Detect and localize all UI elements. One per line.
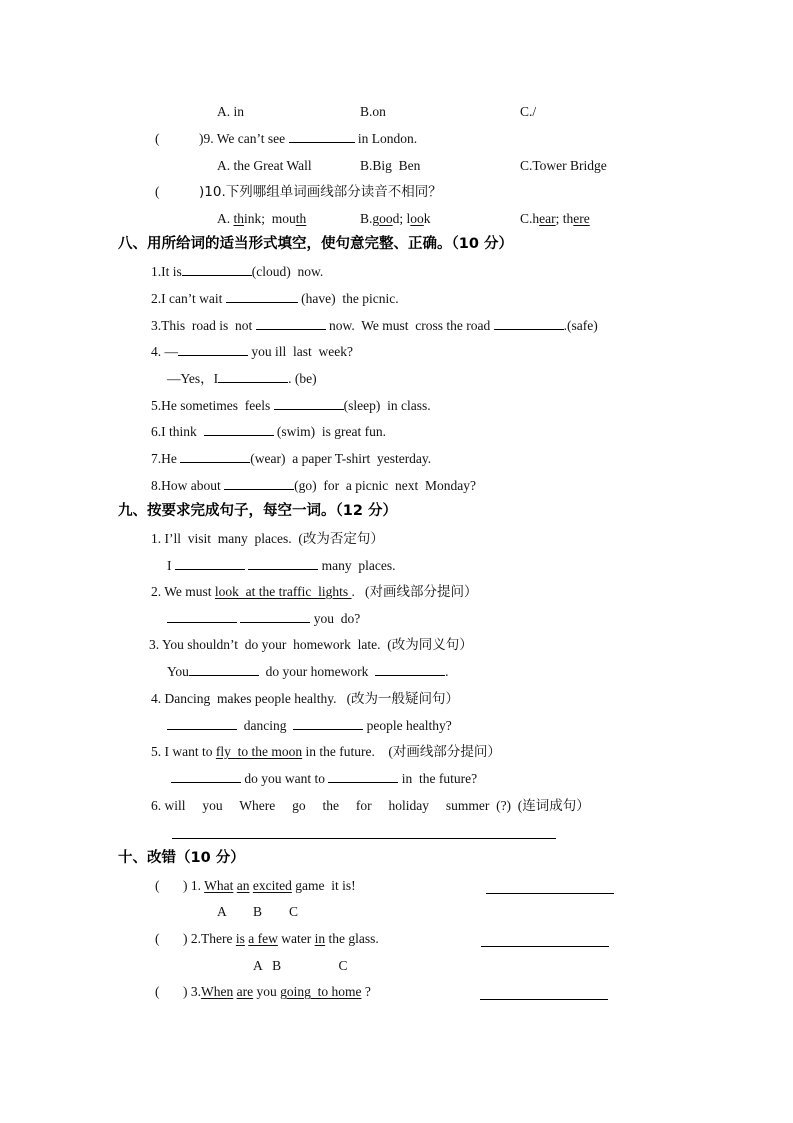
s8-blank-8[interactable] [224,478,294,490]
section8-heading: 八、用所给词的适当形式填空，使句意完整、正确。（10 分） [118,236,513,252]
s10-item-1-labels: A B C [217,904,299,919]
s8-blank-3a[interactable] [256,318,326,330]
s9-blank-1a[interactable] [175,558,245,570]
s8-item-7: 7.He (wear) a paper T-shirt yesterday. [151,451,432,466]
s8-blank-4a[interactable] [178,344,248,356]
q10-option-a: A. think; mouth [217,211,307,226]
s10-paren-3: ( [155,984,160,999]
section9-heading: 九、按要求完成句子，每空一词。（12 分） [118,503,397,519]
q10-stem: )10.下列哪组单词画线部分读音不相同？ [199,184,442,200]
s8-item-2: 2.I can’t wait (have) the picnic. [151,291,399,306]
s8-item-6: 6.I think (swim) is great fun. [151,424,386,439]
s9-answer-line-6[interactable] [172,838,556,839]
s8-item-1: 1.It is (cloud) now. [151,264,324,279]
s9-item-4: 4. Dancing makes people healthy. (改为一般疑问句） [151,691,460,706]
s10-paren-2: ( [155,931,160,946]
s9-blank-2b[interactable] [240,611,310,623]
s9-item-6: 6. will you Where go the for holiday summer (?) (连词成句） [151,798,590,813]
s8-item-4: 4. — you ill last week? [151,344,353,359]
s9-item-2: 2. We must look at the traffic lights . (对画线部分提问） [151,584,478,599]
s10-item-2-labels: A B C [253,958,348,973]
s9-blank-5a[interactable] [171,771,241,783]
s8-item-4-answer: —Yes，I . (be) [167,371,317,386]
s9-blank-1b[interactable] [248,558,318,570]
q10-option-b: B.good; look [360,211,431,226]
s8-blank-7[interactable] [180,451,250,463]
s9-item-1: 1. I’ll visit many places. (改为否定句） [151,531,384,546]
s8-blank-1[interactable] [182,264,252,276]
q8-option-a: A. in [217,104,244,119]
s9-blank-5b[interactable] [328,771,398,783]
s9-item-4-answer: dancing people healthy? [167,718,452,734]
q9-option-a: A. the Great Wall [217,158,312,173]
s9-blank-2a[interactable] [167,611,237,623]
s9-blank-4a[interactable] [167,718,237,730]
s9-item-5: 5. I want to fly to the moon in the future. (对画线部分提问） [151,744,501,759]
s9-item-5-answer: do you want to in the future? [171,771,477,787]
q9-option-c: C.Tower Bridge [520,158,607,173]
s9-blank-4b[interactable] [293,718,363,730]
q9-stem: )9. We can’t see in London. [199,131,418,146]
s8-item-3: 3.This road is not now. We must cross the road .(safe) [151,318,598,333]
s8-blank-3b[interactable] [494,318,564,330]
section10-heading: 十、改错（10 分） [118,850,245,866]
q8-option-c: C./ [520,104,537,119]
s10-item-2: ) 2.There is a few water in the glass. [183,931,379,946]
q9-blank[interactable] [289,131,355,143]
s10-correction-line-2[interactable] [481,946,609,947]
s10-item-3: ) 3.When are you going to home ? [183,984,371,999]
s10-correction-line-1[interactable] [486,893,614,894]
s9-item-3: 3. You shouldn’t do your homework late. (改为同义句） [149,637,473,652]
s10-item-1: ) 1. What an excited game it is! [183,878,356,893]
s10-paren-1: ( [155,878,160,893]
s9-blank-3b[interactable] [375,664,445,676]
s9-blank-3a[interactable] [189,664,259,676]
s9-item-3-answer: You do your homework . [167,664,449,679]
s10-correction-line-3[interactable] [480,999,608,1000]
s8-blank-2[interactable] [226,291,298,303]
s8-item-8: 8.How about (go) for a picnic next Monday? [151,478,476,493]
q8-option-b: B.on [360,104,386,119]
s8-blank-6[interactable] [204,424,274,436]
s8-blank-4b[interactable] [218,371,288,383]
q9-option-b: B.Big Ben [360,158,421,173]
q9-paren: ( [155,131,160,146]
s9-item-1-answer: I many places. [167,558,396,573]
s9-item-2-answer: you do? [167,611,360,627]
s8-blank-5[interactable] [274,398,344,410]
s8-item-5: 5.He sometimes feels (sleep) in class. [151,398,431,413]
q10-option-c: C.hear; there [520,211,590,226]
q10-paren: ( [155,184,160,199]
